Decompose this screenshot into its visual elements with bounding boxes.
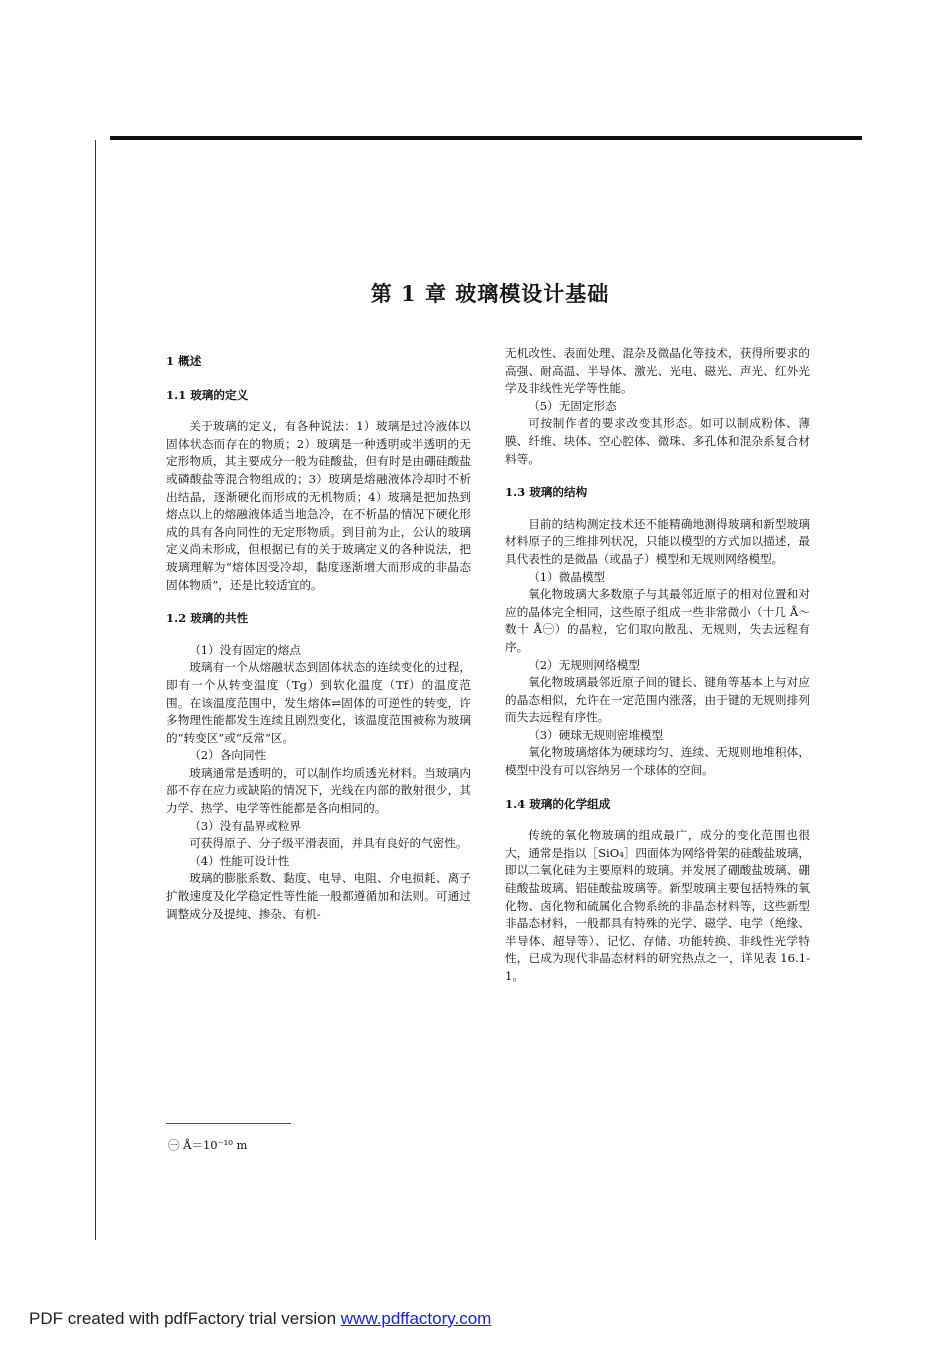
paragraph-hard-sphere-model: 氧化物玻璃熔体为硬球均匀、连续、无规则地堆积体，模型中没有可以容纳另一个球体的空间。: [505, 745, 810, 778]
pdf-footer: [29, 1309, 491, 1329]
right-column: [505, 345, 810, 986]
subheading-no-grain-boundary: （3）没有晶界或粒界: [189, 818, 301, 833]
subheading-microcrystal-model: （1）微晶模型: [528, 569, 606, 584]
subheading-melting-point: （1）没有固定的熔点: [189, 642, 301, 657]
paragraph-structure: 目前的结构测定技术还不能精确地测得玻璃和新型玻璃材料原子的三维排列状况，只能以模型的方式加以描述，最具代表性的是微晶（或晶子）模型和无规则网络模型。: [505, 516, 810, 566]
subheading-no-fixed-form: （5）无固定形态: [528, 398, 617, 413]
footnote-rule: [166, 1123, 291, 1124]
section-heading-1-2: 1.2 玻璃的共性: [166, 611, 249, 626]
section-heading-1-3: 1.3 玻璃的结构: [505, 485, 588, 500]
section-heading-1-1: 1.1 玻璃的定义: [166, 387, 249, 402]
paragraph-melting-point: 玻璃有一个从熔融状态到固体状态的连续变化的过程，即有一个从转变温度（Tg）到软化温度（Tf）的温度范围。在该温度范围中，发生熔体⇌固体的可逆性的转变，许多物理性能都发生连续且剧烈变化，该温度范围被称为玻璃的“转变区”或“反常”区。: [166, 660, 471, 745]
chapter-title: 第 1 章 玻璃模设计基础: [370, 281, 610, 306]
paragraph-isotropy: 玻璃通常是透明的，可以制作均质透光材料。当玻璃内部不存在应力或缺陷的情况下，光线在内部的散射很少，其力学、热学、电学等性能都是各向相同的。: [166, 765, 471, 816]
subheading-designability: （4）性能可设计性: [189, 853, 290, 868]
paragraph-designability: 玻璃的膨胀系数、黏度、电导、电阻、介电损耗、离子扩散速度及化学稳定性等性能一般都遵循加和法则。可通过调整成分及提纯、掺杂、有机-: [166, 871, 471, 921]
subheading-isotropy: （2）各向同性: [189, 748, 267, 763]
paragraph-random-network-model: 氧化物玻璃最邻近原子间的键长、键角等基本上与对应的晶态相似，允许在一定范围内涨落，由于键的无规则排列而失去远程有序性。: [505, 675, 810, 725]
footnote: ㊀ Å＝10⁻¹⁰ m: [168, 1138, 248, 1152]
pdffactory-link[interactable]: www.pdffactory.com: [340, 1309, 492, 1328]
section-heading-1-4: 1.4 玻璃的化学组成: [505, 796, 611, 811]
subheading-hard-sphere-model: （3）硬球无规则密堆模型: [528, 727, 664, 742]
pdf-footer-text: PDF created with pdfFactory trial version: [29, 1309, 341, 1328]
paragraph-no-fixed-form: 可按制作者的要求改变其形态。如可以制成粉体、薄膜、纤维、块体、空心腔体、微珠、多孔体和混杂系复合材料等。: [505, 416, 810, 466]
paragraph-continued: 无机改性、表面处理、混杂及微晶化等技术，获得所要求的高强、耐高温、半导体、激光、光电、磁光、声光、红外光学及非线性光学等性能。: [505, 346, 810, 396]
header-rule: [110, 136, 862, 140]
subheading-random-network-model: （2）无规则网络模型: [528, 657, 640, 672]
paragraph-composition: 传统的氧化物玻璃的组成最广，成分的变化范围也很大，通常是指以［SiO₄］四面体为网络骨架的硅酸盐玻璃，即以二氧化硅为主要原料的玻璃。并发展了硼酸盐玻璃、硼硅酸盐玻璃、铝硅酸盐玻璃等。新型玻璃主要包括特殊的氧化物、卤化物和硫属化合物系统的非晶态材料等，这些新型非晶态材料，一般都具有特殊的光学、磁学、电学（绝缘、半导体、超导等）、记忆、存储、功能转换、非线性光学特性，已成为现代非晶态材料的研究热点之一，详见表 16.1-1。: [505, 828, 810, 983]
left-column: [166, 345, 471, 923]
paragraph-definition: 关于玻璃的定义，有各种说法：1）玻璃是过冷液体以固体状态而存在的物质；2）玻璃是一种透明或半透明的无定形物质，其主要成分一般为硅酸盐，但有时是由硼硅酸盐或磷酸盐等混合物组成的；3）玻璃是熔融液体冷却时不析出结晶，逐渐硬化而形成的无机物质；4）玻璃是把加热到熔点以上的熔融液体适当地急冷，在不析晶的情况下硬化形成的具有各向同性的无定形物质。到目前为止，公认的玻璃定义尚未形成，但根据已有的关于玻璃定义的各种说法，把玻璃理解为“熔体因受冷却，黏度逐渐增大而形成的非晶态固体物质”，还是比较适宜的。: [166, 419, 471, 592]
paragraph-microcrystal-model: 氧化物玻璃大多数原子与其最邻近原子的相对位置和对应的晶体完全相同，这些原子组成一些非常微小（十几 Å～数十 Å㊀）的晶粒，它们取向散乱、无规则，失去远程有序。: [505, 587, 810, 654]
paragraph-no-grain-boundary: 可获得原子、分子级平滑表面，并具有良好的气密性。: [189, 836, 468, 851]
section-heading-1: 1 概述: [166, 354, 202, 368]
